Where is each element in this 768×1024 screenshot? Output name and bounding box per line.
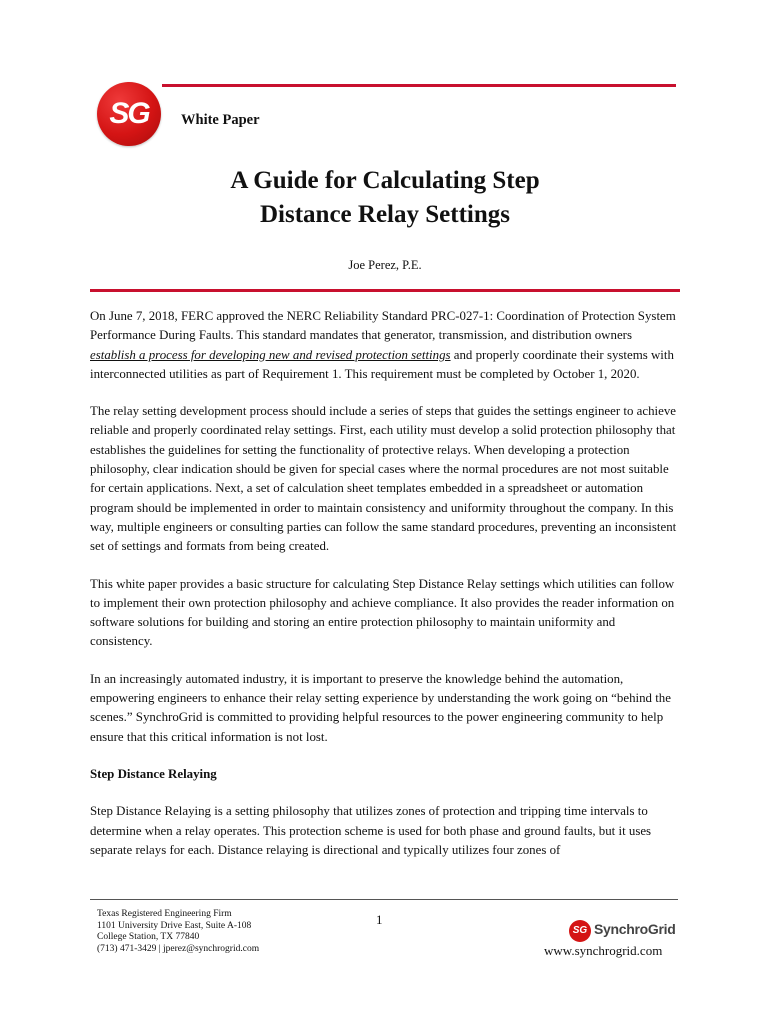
document-type-label: White Paper <box>181 112 260 128</box>
header-rule <box>162 84 676 87</box>
paragraph-ferc <box>90 307 680 384</box>
footer-address-line: Texas Registered Engineering Firm <box>97 909 232 919</box>
footer-rule <box>90 899 678 900</box>
footer-logo-icon: SG <box>569 920 591 942</box>
paragraph-automation: In an increasingly automated industry, it is important to preserve the knowledge behind the automation, empowering engineers to enhance their relay setting experience by understanding the work going on “behind the scenes.” SynchroGrid is committed to providing helpful resources to the power engineering community to help ensure that this critical information is not lost. <box>90 671 671 744</box>
standard-link[interactable]: establish a process for developing new and revised protection settings <box>90 347 451 362</box>
document-title <box>90 164 680 232</box>
footer-address-line: 1101 University Drive East, Suite A-108 <box>97 920 252 931</box>
paragraph-purpose: This white paper provides a basic structure for calculating Step Distance Relay settings which utilities can follow to implement their own protection philosophy and achieve compliance. It also provides the reader information on software solutions for building and storing an entire protection philosophy to maintain uniformity and consistency. <box>90 576 675 649</box>
footer-url[interactable]: www.synchrogrid.com <box>544 943 663 958</box>
paragraph-process: The relay setting development process should include a series of steps that guides the settings engineer to achieve reliable and properly coordinated relay settings. First, each utility must develop a solid protection philosophy that establishes the guidelines for setting the functionality of protective relays. When developing a protection philosophy, clear indication should be given for special cases where the normal procedures are not most suitable for certain applications. Next, a set of calculation sheet templates embedded in a spreadsheet or automation program should be implemented in order to maintain consistency and uniformity throughout the company. In this way, multiple engineers or consulting parties can follow the same standard procedures, preventing an inconsistent set of settings and formats from being created. <box>90 404 677 554</box>
footer-address-line: College Station, TX 77840 <box>97 932 200 942</box>
footer-contact-line: (713) 471-3429 | jperez@synchrogrid.com <box>97 943 260 954</box>
logo-monogram: SG <box>109 97 149 130</box>
section-heading: Step Distance Relaying <box>90 766 217 781</box>
paragraph-ferc-start: On June 7, 2018, FERC approved the NERC Reliability Standard PRC-027-1: Coordination of Protection System Performance During Faults. This standard mandates that generator, transmission, and distribution owners <box>90 309 676 343</box>
synchrogrid-logo <box>97 82 161 146</box>
title-rule <box>90 289 680 292</box>
title-line-2: Distance Relay Settings <box>260 201 510 228</box>
body-text <box>90 307 680 878</box>
footer-brand-name: SynchroGrid <box>594 921 676 937</box>
paragraph-ferc-end: and properly coordinate their systems with interconnected utilities as part of Requirement 1. This requirement must be completed by October 1, 2020. <box>90 347 674 381</box>
paragraph-step-distance: Step Distance Relaying is a setting philosophy that utilizes zones of protection and tripping time intervals to determine when a relay operates. This protection scheme is used for both phase and ground faults, but it uses separate relays for each. Distance relaying is directional and typically utilizes four zones of <box>90 804 652 857</box>
title-line-1: A Guide for Calculating Step <box>230 167 540 194</box>
author-name: Joe Perez, P.E. <box>348 258 422 272</box>
page-number: 1 <box>376 912 383 927</box>
footer-address <box>97 909 259 955</box>
